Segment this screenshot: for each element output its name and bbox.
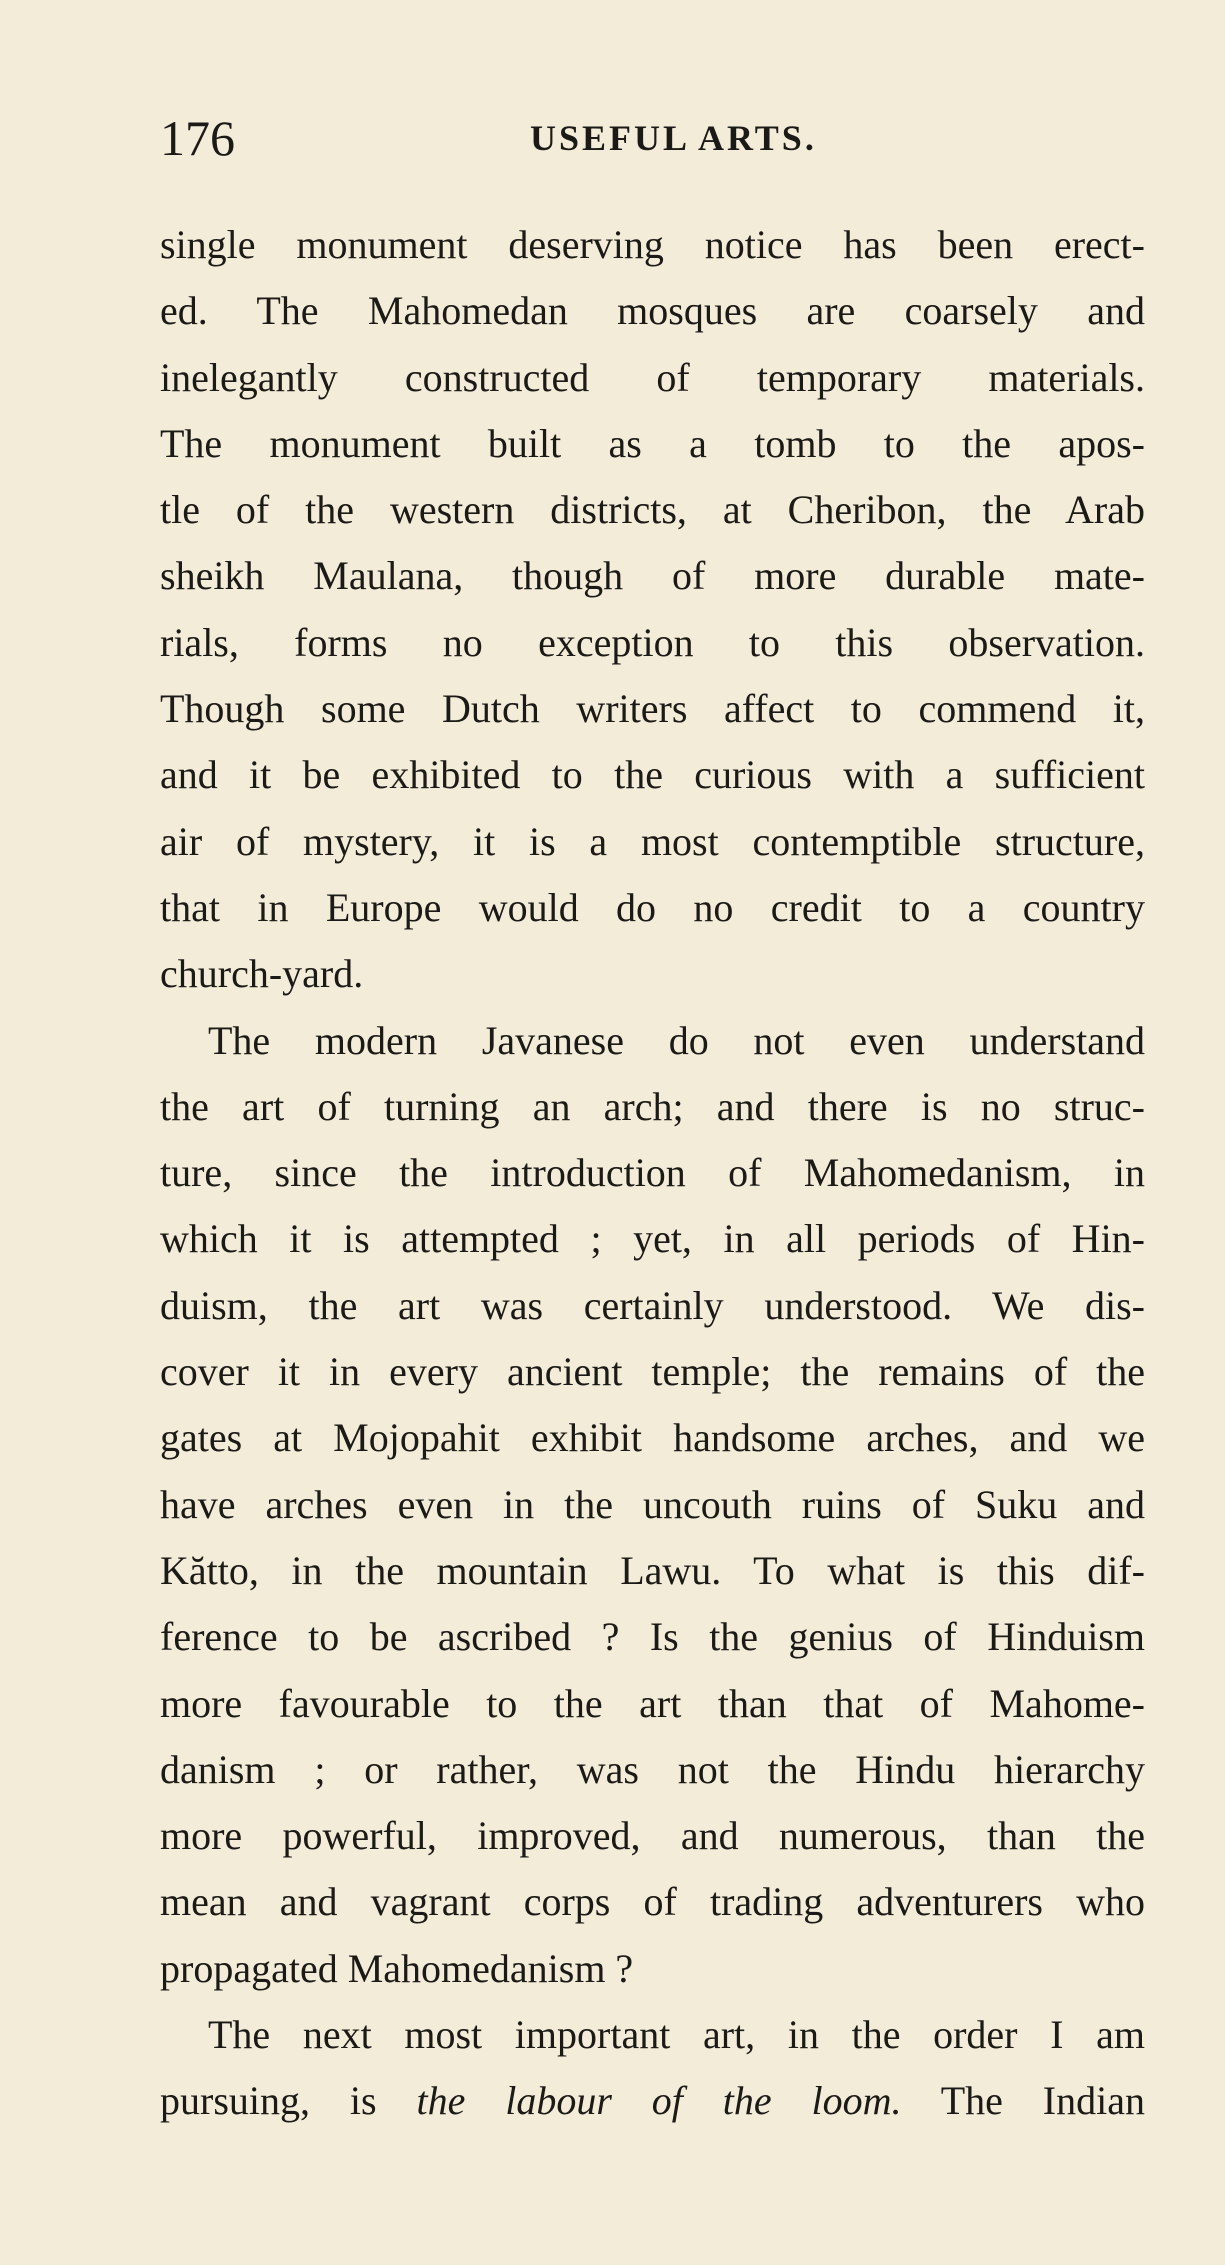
text-line: The monument built as a tomb to the apos-	[160, 420, 1145, 466]
text-line: ference to be ascribed ? Is the genius of Hinduism	[160, 1614, 1145, 1660]
text-line: Kătto, in the mountain Lawu. To what is this dif-	[160, 1547, 1145, 1593]
text-line: gates at Mojopahit exhibit handsome arches, and we	[160, 1415, 1145, 1461]
italic-phrase: the labour of the loom.	[416, 2078, 902, 2124]
text-line: that in Europe would do no credit to a country	[160, 884, 1145, 930]
text-line-final	[160, 2068, 1145, 2134]
text-line: duism, the art was certainly understood. We dis-	[160, 1282, 1145, 1328]
page-number: 176	[160, 110, 235, 166]
paragraph-start-line: The modern Javanese do not even understand	[208, 1017, 1145, 1063]
text-line: more powerful, improved, and numerous, than the	[160, 1813, 1145, 1859]
text-line: Though some Dutch writers affect to commend it,	[160, 686, 1145, 732]
page-header	[160, 108, 1145, 168]
text-line: and it be exhibited to the curious with a sufficient	[160, 752, 1145, 798]
text-line: which it is attempted ; yet, in all periods of Hin-	[160, 1216, 1145, 1262]
final-line-end: The Indian	[901, 2078, 1145, 2124]
text-line: cover it in every ancient temple; the remains of the	[160, 1349, 1145, 1395]
text-line: single monument deserving notice has been erect-	[160, 222, 1145, 267]
text-line: tle of the western districts, at Cheribon, the Arab	[160, 487, 1145, 533]
text-line: inelegantly constructed of temporary materials.	[160, 354, 1145, 400]
text-line: air of mystery, it is a most contemptible structure,	[160, 818, 1145, 864]
text-line: have arches even in the uncouth ruins of Suku and	[160, 1481, 1145, 1527]
final-line-start: pursuing, is	[160, 2078, 417, 2124]
paragraph-end-line: church-yard.	[160, 951, 364, 997]
text-line: more favourable to the art than that of Mahome-	[160, 1680, 1145, 1726]
text-line: the art of turning an arch; and there is no struc-	[160, 1083, 1145, 1129]
body-text	[160, 212, 1145, 2135]
paragraph-start-line: The next most important art, in the order I am	[208, 2012, 1145, 2058]
text-line: sheikh Maulana, though of more durable mate-	[160, 553, 1145, 599]
text-line: ture, since the introduction of Mahomedanism, in	[160, 1150, 1145, 1196]
text-line: mean and vagrant corps of trading adventurers who	[160, 1879, 1145, 1925]
paragraph-end-line: propagated Mahomedanism ?	[160, 1945, 634, 1991]
text-line: ed. The Mahomedan mosques are coarsely and	[160, 288, 1145, 334]
text-line: danism ; or rather, was not the Hindu hierarchy	[160, 1746, 1145, 1792]
running-head: USEFUL ARTS.	[530, 118, 817, 158]
text-line: rials, forms no exception to this observation.	[160, 619, 1145, 665]
